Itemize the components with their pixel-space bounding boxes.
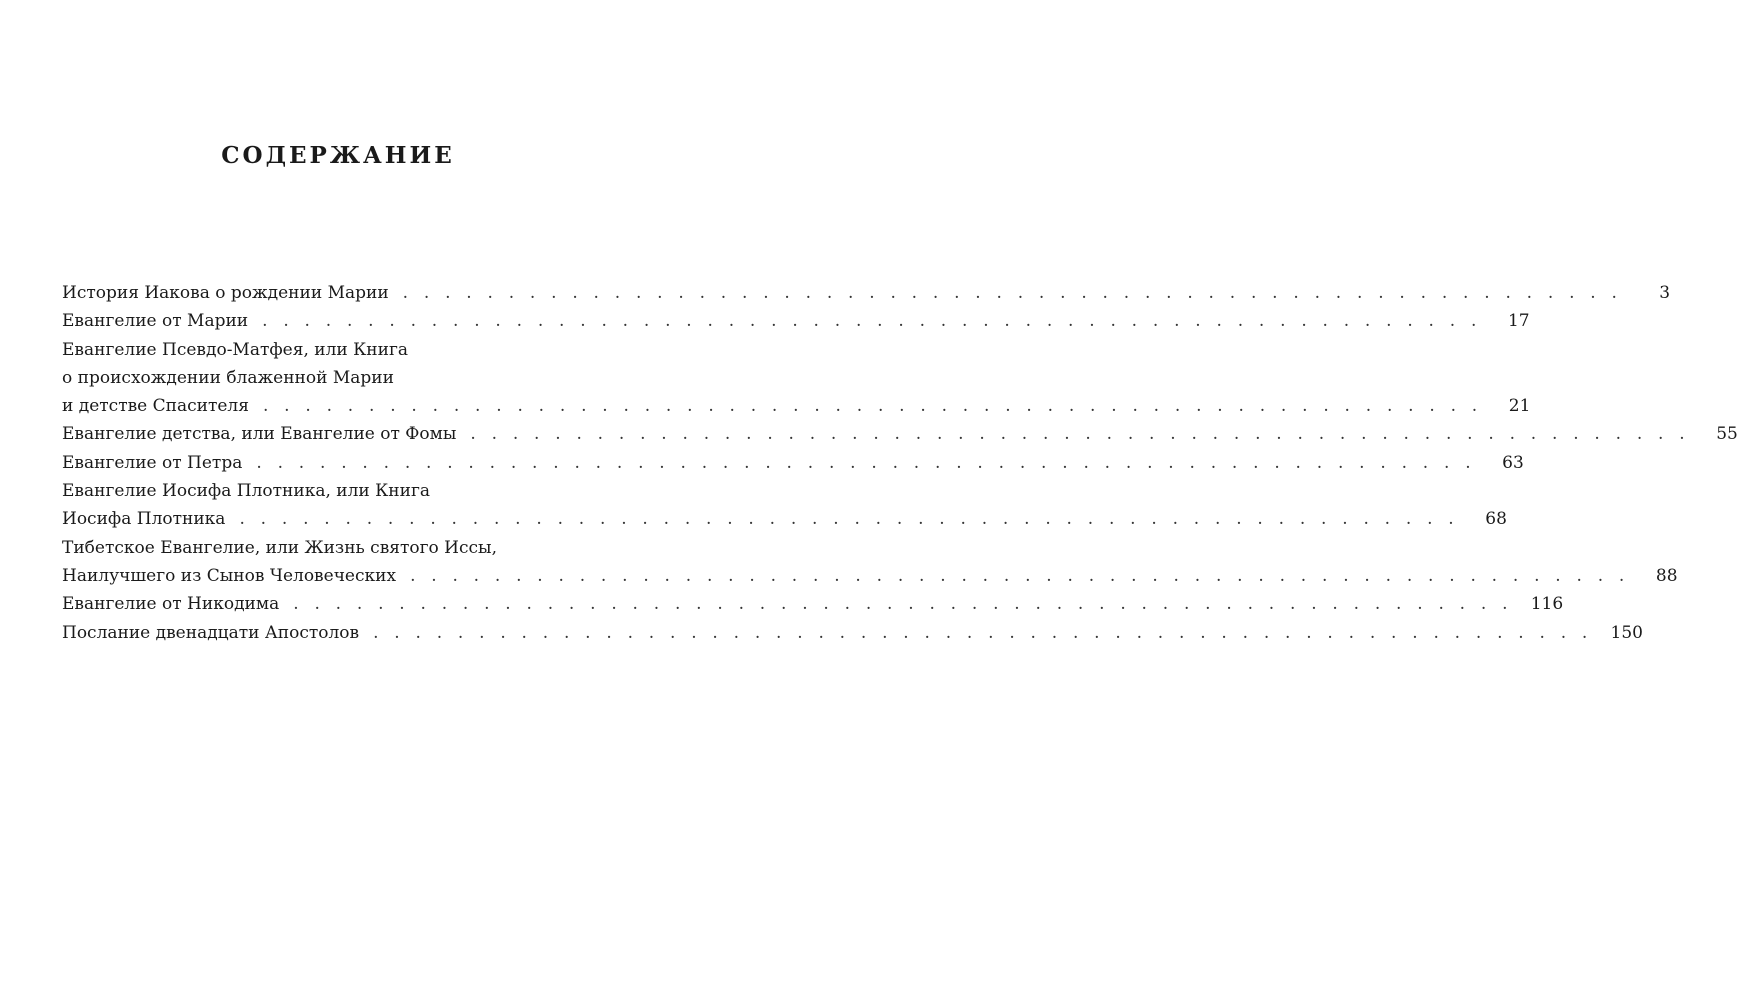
dot-leader: . . . . . . . . . . . . . . . . . . . . . . . . . . . . . . . . . . . . . . . . . . . . . . . . . . . . . . . . . . xyxy=(256,452,1476,473)
toc-entry-last-line xyxy=(62,449,1524,477)
dot-leader: . . . . . . . . . . . . . . . . . . . . . . . . . . . . . . . . . . . . . . . . . . . . . . . . . . . . . . . . . . xyxy=(262,311,1482,332)
toc-entry xyxy=(62,477,1507,534)
dot-leader: . . . . . . . . . . . . . . . . . . . . . . . . . . . . . . . . . . . . . . . . . . . . . . . . . . . . . . . . . . xyxy=(373,622,1593,643)
toc-page-number: 17 xyxy=(1507,311,1530,332)
toc-entry-title-line xyxy=(62,477,622,505)
toc-entry-title: Евангелие от Марии xyxy=(62,311,249,332)
toc-entry-title: Послание двенадцати Апостолов xyxy=(62,622,360,643)
toc-entry-last-line xyxy=(62,392,1531,420)
toc-page-number: 63 xyxy=(1502,452,1524,473)
toc-entry-last-line xyxy=(62,307,1530,335)
toc-page-number: 21 xyxy=(1508,396,1531,417)
table-of-contents xyxy=(62,279,1738,647)
toc-entry-title: Евангелие Иосифа Плотника, или Книга xyxy=(62,481,430,502)
toc-entry-title: Евангелие детства, или Евангелие от Фомы xyxy=(62,424,457,445)
toc-entry-title: о происхождении блаженной Марии xyxy=(62,367,394,388)
toc-entry-last-line xyxy=(62,619,1643,647)
toc-page-number: 150 xyxy=(1610,622,1643,643)
toc-entry xyxy=(62,449,1524,477)
toc-entry-title-line xyxy=(62,336,622,364)
toc-entry-title: Евангелие от Никодима xyxy=(62,594,280,615)
toc-entry-title-line xyxy=(62,534,622,562)
toc-entry xyxy=(62,336,1531,421)
toc-entry xyxy=(62,307,1530,335)
dot-leader: . . . . . . . . . . . . . . . . . . . . . . . . . . . . . . . . . . . . . . . . . . . . . . . . . . . . . . . . . . xyxy=(262,396,1483,417)
toc-page-number: 116 xyxy=(1530,594,1564,615)
dot-leader: . . . . . . . . . . . . . . . . . . . . . . . . . . . . . . . . . . . . . . . . . . . . . . . . . . . . . . . . . . xyxy=(470,424,1690,445)
toc-entry-title: Евангелие от Петра xyxy=(62,452,243,473)
toc-entry-title: и детстве Спасителя xyxy=(62,396,249,417)
dot-leader: . . . . . . . . . . . . . . . . . . . . . . . . . . . . . . . . . . . . . . . . . . . . . . . . . . . . . . . . . . xyxy=(293,594,1513,615)
toc-entry-title: Евангелие Псевдо-Матфея, или Книга xyxy=(62,339,409,360)
contents-heading: СОДЕРЖАНИЕ xyxy=(221,142,455,169)
dot-leader: . . . . . . . . . . . . . . . . . . . . . . . . . . . . . . . . . . . . . . . . . . . . . . . . . . . . . . . . . . xyxy=(410,565,1630,586)
toc-entry-title: История Иакова о рождении Марии xyxy=(62,283,389,303)
dot-leader: . . . . . . . . . . . . . . . . . . . . . . . . . . . . . . . . . . . . . . . . . . . . . . . . . . . . . . . . . . xyxy=(402,283,1623,303)
toc-entry-last-line xyxy=(62,505,1507,533)
toc-entry-title: Иосифа Плотника xyxy=(62,509,226,530)
toc-entry-title: Тибетское Евангелие, или Жизнь святого Иссы, xyxy=(62,537,497,558)
toc-entry-title-line xyxy=(62,364,622,392)
toc-entry xyxy=(62,279,1671,307)
toc-entry-last-line xyxy=(62,279,1671,307)
toc-entry-last-line xyxy=(62,590,1564,618)
toc-entry xyxy=(62,534,1678,591)
toc-entry xyxy=(62,619,1643,647)
toc-entry-title: Наилучшего из Сынов Человеческих xyxy=(62,565,397,586)
toc-entry-last-line xyxy=(62,420,1738,448)
dot-leader: . . . . . . . . . . . . . . . . . . . . . . . . . . . . . . . . . . . . . . . . . . . . . . . . . . . . . . . . . . xyxy=(239,509,1459,530)
toc-entry xyxy=(62,420,1738,448)
toc-entry xyxy=(62,590,1564,618)
toc-page-number: 55 xyxy=(1716,424,1738,445)
toc-page-number: 3 xyxy=(1659,283,1671,303)
toc-page-number: 88 xyxy=(1655,565,1678,586)
toc-page-number: 68 xyxy=(1485,509,1507,530)
toc-entry-last-line xyxy=(62,562,1678,590)
